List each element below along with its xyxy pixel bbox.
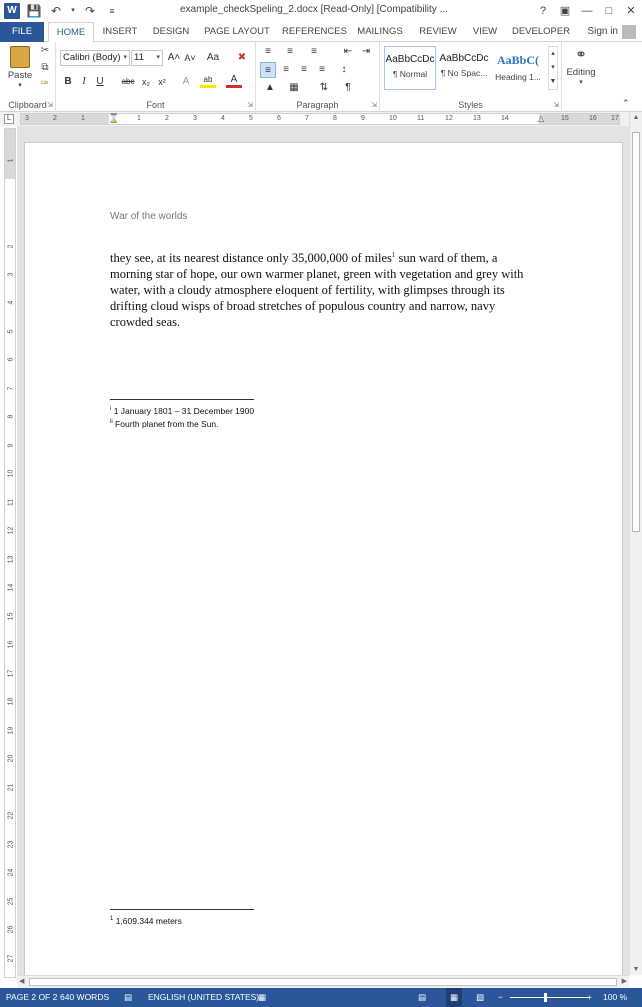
bullets-icon[interactable]: ≡ [265,46,271,57]
horizontal-ruler[interactable] [20,113,620,125]
maximize-icon[interactable]: □ [605,5,613,17]
style-preview: AaBbCcDc [439,53,489,64]
footnote-mark: 1 [110,916,114,923]
ruler-tick: 13 [7,555,15,564]
chevron-down-icon: ▾ [156,54,160,61]
footnote-text: 1,609.344 meters [115,916,182,926]
font-size-value: 11 [134,52,144,63]
body-text: they see, at its nearest distance only 35,000,000 of miles [110,251,392,266]
superscript-button[interactable]: x² [158,77,166,87]
scroll-down-icon[interactable]: ▼ [632,966,640,973]
clipboard-launcher-icon[interactable]: ⇲ [47,102,53,109]
ruler-tick: 1 [81,115,85,122]
read-mode-icon[interactable]: ▤ [418,992,427,1002]
endnote-text: Fourth planet from the Sun. [115,419,219,429]
paste-dropdown-icon: ▾ [18,82,22,89]
ruler-tick: 2 [53,115,57,122]
quick-access-toolbar [4,3,120,19]
web-layout-icon[interactable]: ▧ [476,992,485,1002]
editing-button[interactable] [564,46,598,86]
underline-button[interactable]: U [96,76,104,87]
font-launcher-icon[interactable]: ⇲ [247,102,253,109]
ruler-tick: 25 [7,897,15,906]
ruler-tick: 8 [333,115,337,122]
style-normal[interactable] [384,46,436,90]
ruler-tick: 17 [611,115,619,122]
ruler-tick: 13 [473,115,481,122]
editing-group [562,42,600,112]
cut-icon[interactable]: ✂ [40,45,50,56]
font-group-label: Font [146,100,165,110]
ruler-tick: 21 [7,783,15,792]
show-hide-pilcrow-icon[interactable]: ¶ [345,82,351,93]
ruler-tick: 12 [445,115,453,122]
ruler-tick: 12 [7,526,15,535]
multilevel-list-icon[interactable]: ≡ [311,46,317,57]
ruler-tick: 7 [7,386,15,391]
ruler-left-margin [21,114,109,124]
redo-icon[interactable]: ↷ [84,4,96,18]
editing-label: Editing [566,67,596,78]
ruler-tick: 16 [7,640,15,649]
style-no-spacing[interactable] [438,46,490,90]
ribbon [0,42,642,112]
tab-developer[interactable]: DEVELOPER [511,26,571,37]
window-title: example_checkSpeling_2.docx [Read-Only] [Compatibility ... [180,4,448,15]
body-text: sun ward of them, a morning star of hope, our own warmer planet, green with vegetation and grey with water, with a cloudy atmosphere eloquent of fertility, with glimpses through its drifting cloud wisps of broad stretches of populous country and narrow, navy crowded seas. [110,251,524,330]
ruler-tick: 5 [7,329,15,334]
styles-launcher-icon[interactable]: ⇲ [553,102,559,109]
ruler-tick: 18 [7,697,15,706]
smiley-feedback-icon[interactable] [622,25,636,39]
text-effects-button[interactable]: A [182,76,190,87]
proofing-icon[interactable]: ▤ [124,992,133,1002]
tab-review[interactable]: REVIEW [419,26,457,37]
ruler-tick: 10 [7,469,15,478]
ruler-tick: 4 [7,300,15,305]
style-preview: AaBbCcDc [385,54,435,65]
vertical-ruler[interactable] [4,128,16,978]
ruler-tick: 17 [7,669,15,678]
ruler-tick: 3 [193,115,197,122]
collapse-ribbon-icon[interactable]: ⌃ [622,98,630,108]
numbering-icon[interactable]: ≡ [287,46,293,57]
paste-label: Paste [7,70,33,81]
ruler-tick: 6 [7,357,15,362]
title-bar [0,0,642,22]
endnote-item[interactable] [110,406,254,416]
clear-formatting-icon[interactable]: ✖ [237,52,247,63]
customize-icon[interactable]: ≡ [109,6,115,16]
right-indent-marker-icon[interactable]: △ [538,114,545,123]
ruler-tick: 5 [249,115,253,122]
ruler-tick: 24 [7,868,15,877]
paste-button[interactable] [6,46,34,89]
ruler-tick: 1 [137,115,141,122]
chevron-down-icon: ▾ [579,79,583,86]
endnote-text: 1 January 1801 – 31 December 1900 [113,406,255,416]
italic-button[interactable]: I [82,76,86,87]
clipboard-group [0,42,56,112]
endnote-item[interactable] [110,419,219,429]
ruler-tick: 9 [361,115,365,122]
endnote-separator [110,399,254,400]
save-icon[interactable]: 💾 [26,4,42,18]
align-right-icon[interactable]: ≡ [301,64,307,75]
ruler-tick: 1 [7,158,15,163]
ruler-tick: 9 [7,443,15,448]
ruler-tick: 2 [165,115,169,122]
ruler-tick: 19 [7,726,15,735]
ruler-tick: 22 [7,811,15,820]
ruler-tick: 10 [389,115,397,122]
minimize-icon[interactable]: — [581,5,593,17]
style-name: ¶ Normal [392,69,428,79]
justify-icon[interactable]: ≡ [319,64,325,75]
zoom-slider[interactable] [510,997,590,998]
decrease-indent-icon[interactable]: ⇤ [343,46,353,57]
ruler-tick: 11 [7,498,15,507]
subscript-button[interactable]: x₂ [142,77,150,87]
page-count[interactable]: PAGE 2 OF 2 [6,992,58,1002]
ribbon-display-options-icon[interactable]: ▣ [559,5,571,17]
ruler-tick: 2 [7,244,15,249]
zoom-out-button[interactable]: − [498,992,503,1002]
document-body[interactable] [110,247,540,330]
document-header[interactable]: War of the worlds [110,211,188,222]
undo-icon[interactable]: ↶ [50,4,62,18]
ruler-tick: 8 [7,414,15,419]
macro-recording-icon[interactable]: ▦ [258,992,267,1002]
sort-icon[interactable]: ⇅ [319,82,329,93]
style-name: ¶ No Spac... [440,68,488,78]
strikethrough-button[interactable]: abc [121,77,135,86]
align-center-icon[interactable]: ≡ [283,64,289,75]
document-workspace [17,126,629,975]
tab-selector[interactable]: L [4,114,14,124]
ruler-tick: 26 [7,925,15,934]
font-name-combo[interactable] [60,50,130,66]
clipboard-group-label: Clipboard [8,100,47,110]
ruler-tick: 6 [277,115,281,122]
print-layout-icon[interactable]: ▦ [446,988,462,1007]
vertical-scroll-thumb[interactable] [632,132,640,532]
align-left-icon[interactable]: ≡ [260,62,276,78]
ruler-tick: 20 [7,754,15,763]
paragraph-group-label: Paragraph [296,100,339,110]
ruler-tick: 27 [7,954,15,963]
ruler-tick: 23 [7,840,15,849]
copy-icon[interactable]: ⧉ [41,62,49,73]
paragraph-launcher-icon[interactable]: ⇲ [371,102,377,109]
zoom-slider-thumb[interactable] [544,993,547,1002]
footnote-separator [110,909,254,910]
font-group [56,42,256,112]
paste-icon [10,46,30,68]
tab-home[interactable]: HOME [48,22,94,43]
ruler-tick: 14 [501,115,509,122]
bold-button[interactable]: B [64,76,72,87]
scroll-up-icon[interactable]: ▲ [632,114,640,121]
horizontal-scrollbar[interactable] [17,975,629,988]
horizontal-scroll-thumb[interactable] [29,978,617,986]
ruler-tick: 7 [305,115,309,122]
shading-icon[interactable]: ▲ [265,82,275,93]
highlight-button[interactable]: ab [200,72,216,88]
footnote-reference[interactable]: 1 [391,251,396,259]
endnote-mark: ii [110,419,113,426]
styles-scroll-icon[interactable]: ▴ ▾ ▼ [548,46,558,90]
zoom-in-button[interactable]: + [587,992,592,1002]
footnote-item[interactable] [110,916,182,926]
format-painter-icon[interactable]: ✑ [40,78,50,89]
ruler-top-margin [5,129,15,179]
tab-mailings[interactable]: MAILINGS [357,26,403,37]
undo-dropdown-icon[interactable]: ▾ [71,7,75,14]
endnote-mark: i [110,406,112,413]
ribbon-tabs [0,22,642,42]
style-preview: AaBbC( [496,53,539,67]
font-name-value: Calibri (Body) [63,52,121,63]
tab-insert[interactable]: INSERT [102,26,138,37]
scroll-right-icon[interactable]: ▶ [621,978,627,985]
language-indicator[interactable]: ENGLISH (UNITED STATES) [148,992,260,1002]
increase-indent-icon[interactable]: ⇥ [361,46,371,57]
font-size-combo[interactable] [131,50,163,66]
ruler-row [0,112,642,126]
ruler-tick: 3 [7,272,15,277]
word-count[interactable]: 640 WORDS [60,992,110,1002]
ruler-tick: 14 [7,583,15,592]
ruler-tick: 4 [221,115,225,122]
tab-references[interactable]: REFERENCES [282,26,347,37]
line-spacing-icon[interactable]: ↕ [341,64,347,75]
ruler-tick: 15 [7,612,15,621]
ruler-right-margin [539,114,619,124]
ruler-tick: 15 [561,115,569,122]
indent-marker-icon[interactable]: ⌛ [108,113,120,123]
scroll-left-icon[interactable]: ◀ [19,978,25,985]
tab-design[interactable]: DESIGN [152,26,190,37]
binoculars-icon: ⚭ [575,46,587,62]
ruler-tick: 16 [589,115,597,122]
zoom-level[interactable]: 100 % [603,992,628,1002]
grow-font-button[interactable]: A˄ [167,52,181,63]
close-icon[interactable]: ✕ [626,5,636,17]
status-bar [0,988,642,1007]
style-heading-1[interactable] [492,46,544,90]
chevron-down-icon: ▾ [123,54,127,61]
help-icon[interactable]: ? [539,5,547,17]
ruler-tick: 11 [417,115,425,122]
paragraph-group [256,42,380,112]
styles-group [380,42,562,112]
word-app-icon[interactable]: W [4,3,20,19]
font-color-button[interactable]: A [226,72,242,88]
tab-page-layout[interactable]: PAGE LAYOUT [204,26,270,37]
document-page[interactable] [24,142,623,975]
tab-file[interactable]: FILE [0,22,44,42]
change-case-button[interactable]: Aa [206,52,220,63]
tab-view[interactable]: VIEW [472,26,498,37]
ruler-tick: 3 [25,115,29,122]
borders-icon[interactable]: ▦ [289,82,299,93]
shrink-font-button[interactable]: A˅ [184,53,196,63]
styles-group-label: Styles [458,100,483,110]
sign-in-link[interactable]: Sign in [587,26,618,37]
window-controls [532,0,642,22]
vertical-scrollbar[interactable] [629,112,642,975]
style-name: Heading 1... [495,72,541,82]
